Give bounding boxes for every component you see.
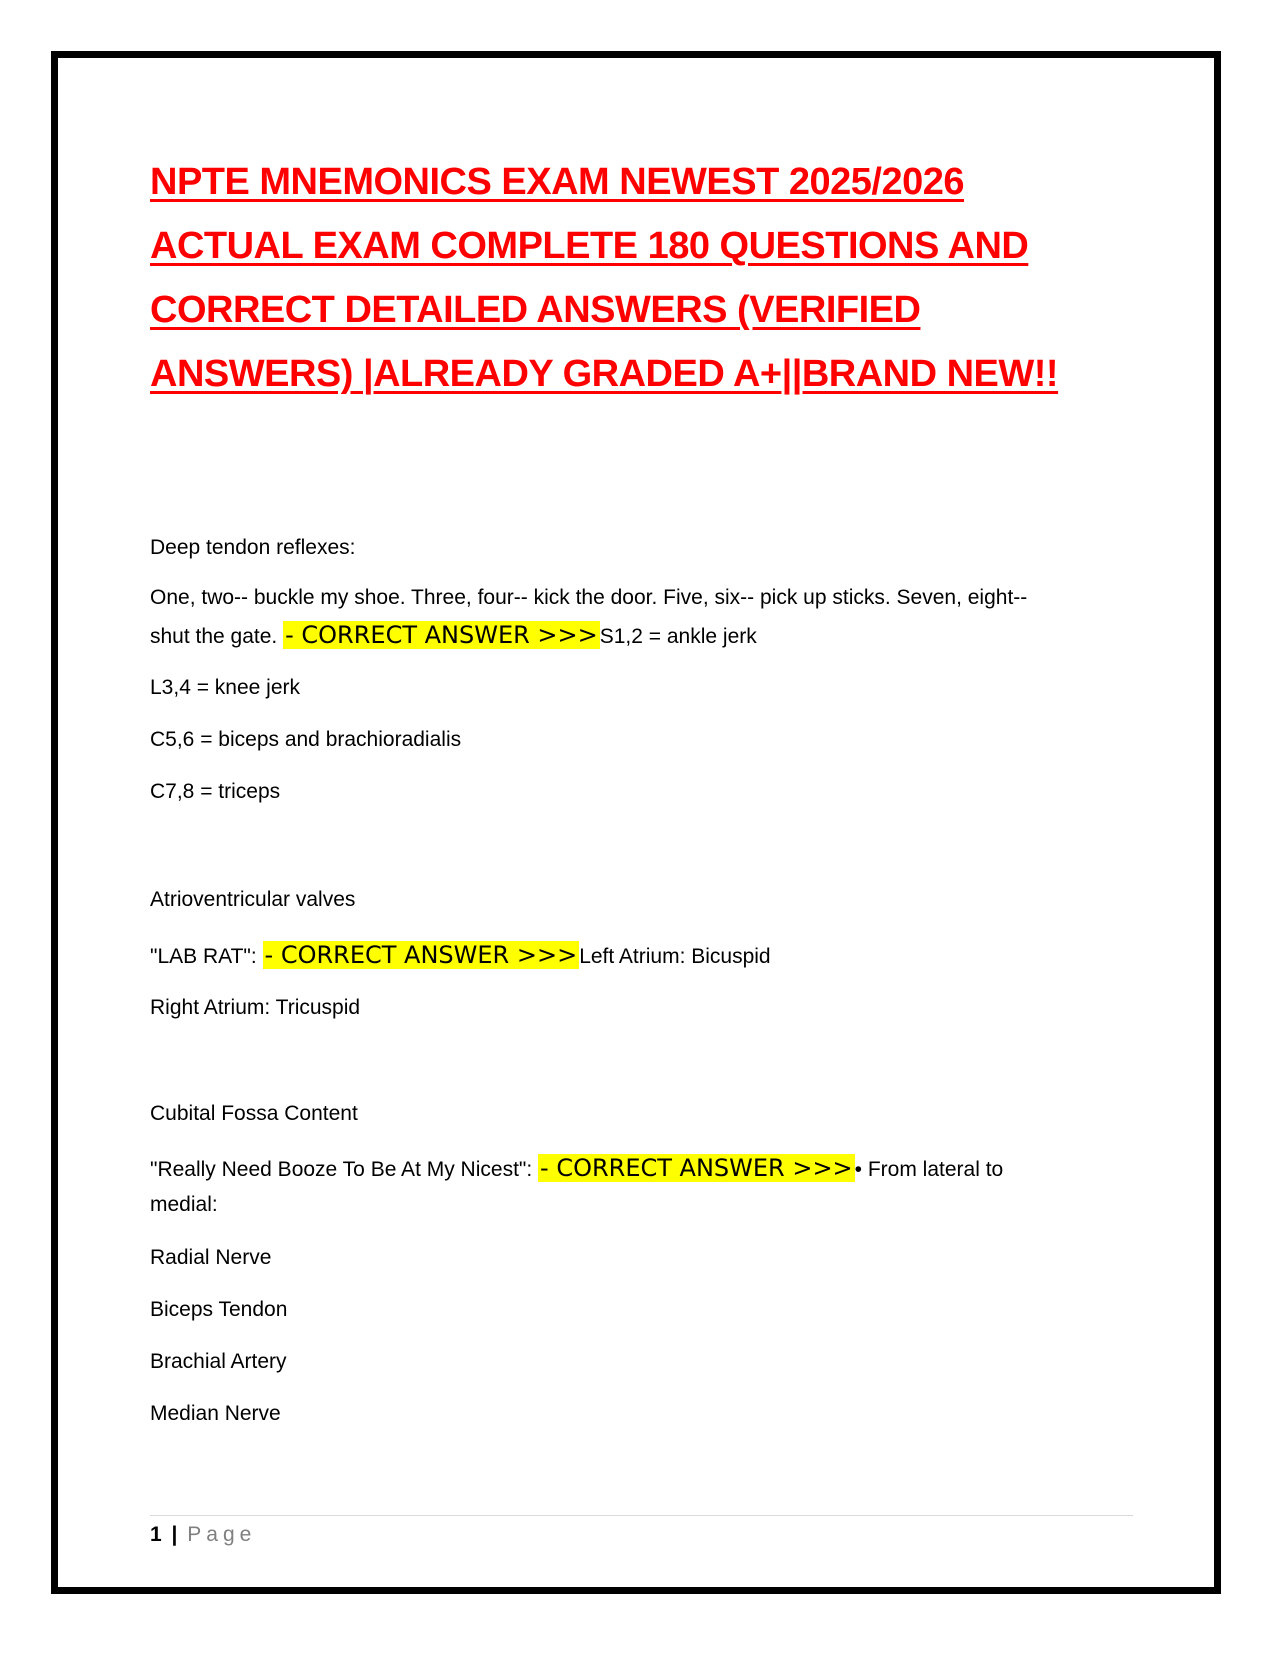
answer-line: C5,6 = biceps and brachioradialis: [150, 728, 462, 751]
answer-line: Biceps Tendon: [150, 1298, 288, 1321]
title-line: CORRECT DETAILED ANSWERS (VERIFIED: [150, 289, 921, 331]
question-prompt-cont: shut the gate.: [150, 625, 284, 648]
question-heading: Deep tendon reflexes:: [150, 536, 356, 559]
page-label: Page: [187, 1523, 257, 1546]
question-prompt: "Really Need Booze To Be At My Nicest":: [150, 1158, 539, 1181]
question-prompt: "LAB RAT":: [150, 945, 263, 968]
answer-line: Right Atrium: Tricuspid: [150, 996, 361, 1019]
question-prompt-answer-line: [150, 1150, 1110, 1188]
question-prompt: One, two-- buckle my shoe. Three, four-- kick the door. Five, six-- pick up sticks. Seven, eight--: [150, 586, 1028, 609]
document-title: [150, 150, 1150, 406]
page-footer: [150, 1520, 256, 1550]
question-heading: Cubital Fossa Content: [150, 1102, 358, 1125]
title-line: ACTUAL EXAM COMPLETE 180 QUESTIONS AND: [150, 225, 1029, 267]
correct-answer-marker: - CORRECT ANSWER >>>: [540, 1154, 853, 1182]
answer-text: • From lateral to: [854, 1158, 1004, 1181]
answer-line: Brachial Artery: [150, 1350, 287, 1373]
page-number: 1: [150, 1523, 162, 1546]
question-prompt-answer-line: [150, 617, 1110, 655]
question-heading: Atrioventricular valves: [150, 888, 356, 911]
answer-line: C7,8 = triceps: [150, 780, 281, 803]
answer-text: S1,2 = ankle jerk: [599, 625, 757, 648]
title-line: NPTE MNEMONICS EXAM NEWEST 2025/2026: [150, 161, 964, 203]
answer-line: Median Nerve: [150, 1402, 281, 1425]
footer-divider: [150, 1515, 1133, 1516]
title-line: ANSWERS) |ALREADY GRADED A+||BRAND NEW!!: [150, 353, 1059, 395]
correct-answer-marker: - CORRECT ANSWER >>>: [285, 621, 598, 649]
question-prompt-answer-line: [150, 937, 1110, 975]
answer-line: L3,4 = knee jerk: [150, 676, 301, 699]
correct-answer-marker: - CORRECT ANSWER >>>: [264, 941, 578, 969]
answer-line: Radial Nerve: [150, 1246, 272, 1269]
footer-separator: |: [171, 1523, 178, 1546]
answer-text-cont: medial:: [150, 1193, 218, 1216]
answer-text: Left Atrium: Bicuspid: [579, 945, 771, 968]
